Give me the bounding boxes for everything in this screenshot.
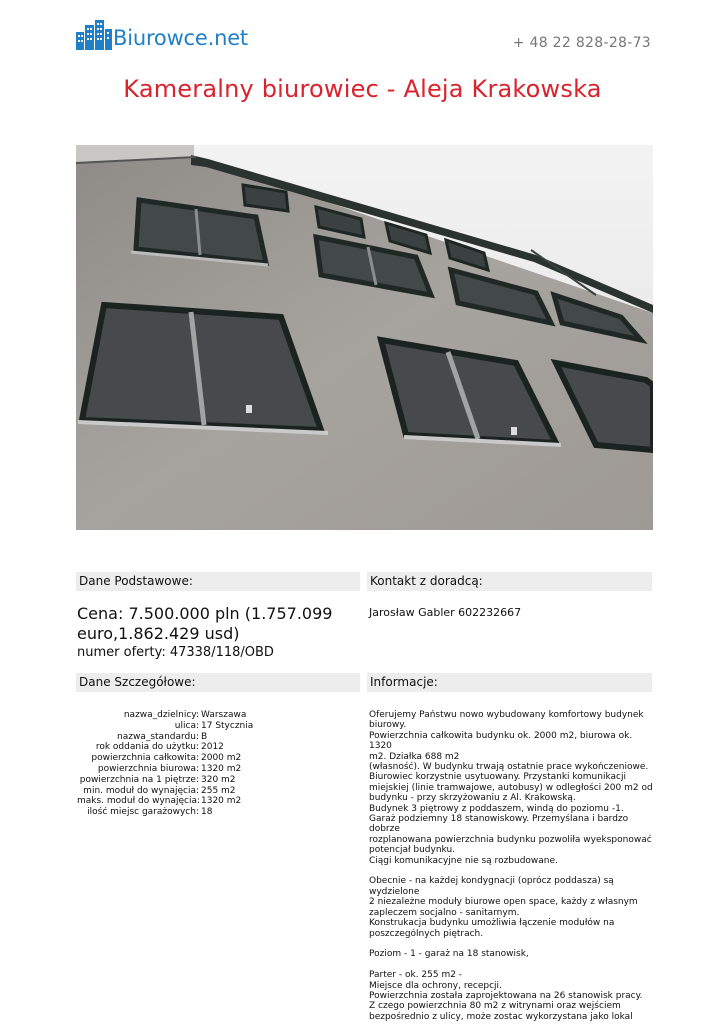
offer-number: numer oferty: 47338/118/OBD — [77, 645, 274, 660]
detail-row — [77, 732, 357, 743]
paragraph-gap — [369, 939, 655, 949]
detail-label: powierzchnia na 1 piętrze: — [79, 774, 199, 785]
section-header-basic: Dane Podstawowe: — [76, 572, 360, 591]
site-logo[interactable] — [76, 20, 248, 50]
detail-value: 1320 m2 — [201, 796, 242, 807]
info-line: Budynek 3 piętrowy z poddaszem, windą do poziomu -1. — [369, 803, 624, 814]
info-line: 2 niezależne moduły biurowe open space, każdy z własnym — [369, 897, 638, 908]
details-table — [77, 710, 357, 818]
paragraph-gap — [369, 866, 655, 876]
detail-row — [77, 775, 357, 786]
info-line: budynku - przy skrzyżowaniu z Al. Krakowską. — [369, 793, 576, 804]
info-line: Biurowiec korzystnie usytuowany. Przystanki komunikacji — [369, 772, 626, 783]
detail-label: ulica: — [174, 720, 199, 731]
info-line: Poziom - 1 - garaż na 18 stanowisk, — [369, 949, 529, 960]
price-line-2: euro,1.862.429 usd) — [77, 624, 240, 643]
info-line: biurowy. — [369, 720, 407, 731]
info-line: Miejsce dla ochrony, recepcji. — [369, 980, 502, 991]
info-line: Ciągi komunikacyjne nie są rozbudowane. — [369, 855, 558, 866]
info-line: bezpośrednio z ulicy, może zostac wykorzystana jako lokal — [369, 1011, 633, 1022]
detail-row — [77, 796, 357, 807]
detail-row — [77, 807, 357, 818]
info-line: miejskiej (linie tramwajowe, autobusy) w odległości 200 m2 od — [369, 782, 653, 793]
detail-label: rok oddania do użytku: — [95, 742, 199, 753]
logo-text: Biurowce.net — [113, 26, 248, 50]
section-header-contact: Kontakt z doradcą: — [367, 572, 652, 591]
detail-label: min. moduł do wynajęcia: — [83, 785, 199, 796]
building-photo — [76, 145, 653, 530]
detail-value: Warszawa — [201, 710, 247, 720]
detail-label: nazwa_dzielnicy: — [123, 710, 199, 720]
page-title: Kameralny biurowiec - Aleja Krakowska — [123, 75, 602, 103]
info-line: m2. Działka 688 m2 — [369, 751, 460, 762]
detail-value: 1320 m2 — [201, 763, 242, 774]
info-line: (własność). W budynku trwają ostatnie prace wykończeniowe. — [369, 762, 649, 773]
info-line: rozplanowana powierzchnia budynku pozwoliła wyeksponować — [369, 834, 652, 845]
detail-row — [77, 786, 357, 797]
buildings-icon — [76, 20, 112, 50]
detail-label: maks. moduł do wynajęcia: — [77, 796, 201, 807]
detail-row — [77, 764, 357, 775]
detail-row — [77, 721, 357, 732]
info-line: Parter - ok. 255 m2 - — [369, 970, 463, 981]
info-line: zapleczem socjalno - sanitarnym. — [369, 907, 520, 918]
info-line: Powierzchnia całkowita budynku ok. 2000 m2, biurowa ok. 1320 — [369, 730, 633, 752]
price-line-1: Cena: 7.500.000 pln (1.757.099 — [77, 604, 333, 623]
detail-value: 255 m2 — [201, 785, 236, 796]
detail-label: ilość miejsc garażowych: — [87, 807, 199, 818]
detail-label: powierzchnia biurowa: — [97, 763, 199, 774]
phone-number[interactable]: + 48 22 828-28-73 — [512, 35, 651, 51]
info-line: Garaż podziemny 18 stanowiskowy. Przemyślana i bardzo dobrze — [369, 814, 629, 835]
info-line: Z czego powierzchnia 80 m2 z witrynami oraz wejściem — [369, 1001, 621, 1012]
info-line: Powierzchnia została zaprojektowana na 26 stanowisk pracy. — [369, 990, 643, 1001]
info-line: poszczególnych piętrach. — [369, 928, 484, 939]
detail-value: 18 — [201, 807, 213, 818]
info-text — [369, 710, 655, 1022]
detail-value: 2012 — [201, 742, 224, 753]
detail-value: 17 Stycznia — [201, 720, 254, 731]
info-line: Obecnie - na każdej kondygnacji (oprócz poddasza) są wydzielone — [369, 876, 614, 897]
info-line: potencjał budynku. — [369, 845, 456, 856]
info-line: Konstrukacja budynku umożliwia łączenie modułów na — [369, 918, 615, 929]
section-header-details: Dane Szczegółowe: — [76, 673, 360, 692]
section-header-info: Informacje: — [367, 673, 652, 692]
detail-label: nazwa_standardu: — [117, 731, 199, 742]
detail-value: 320 m2 — [201, 774, 236, 785]
detail-row — [77, 710, 357, 721]
detail-label: powierzchnia całkowita: — [91, 753, 199, 764]
info-line: Oferujemy Państwu nowo wybudowany komfortowy budynek — [369, 710, 644, 720]
detail-row — [77, 742, 357, 753]
price — [77, 604, 357, 644]
paragraph-gap — [369, 960, 655, 970]
detail-row — [77, 753, 357, 764]
detail-value: B — [201, 731, 208, 742]
agent-contact[interactable]: Jarosław Gabler 602232667 — [369, 606, 522, 619]
detail-value: 2000 m2 — [201, 753, 242, 764]
